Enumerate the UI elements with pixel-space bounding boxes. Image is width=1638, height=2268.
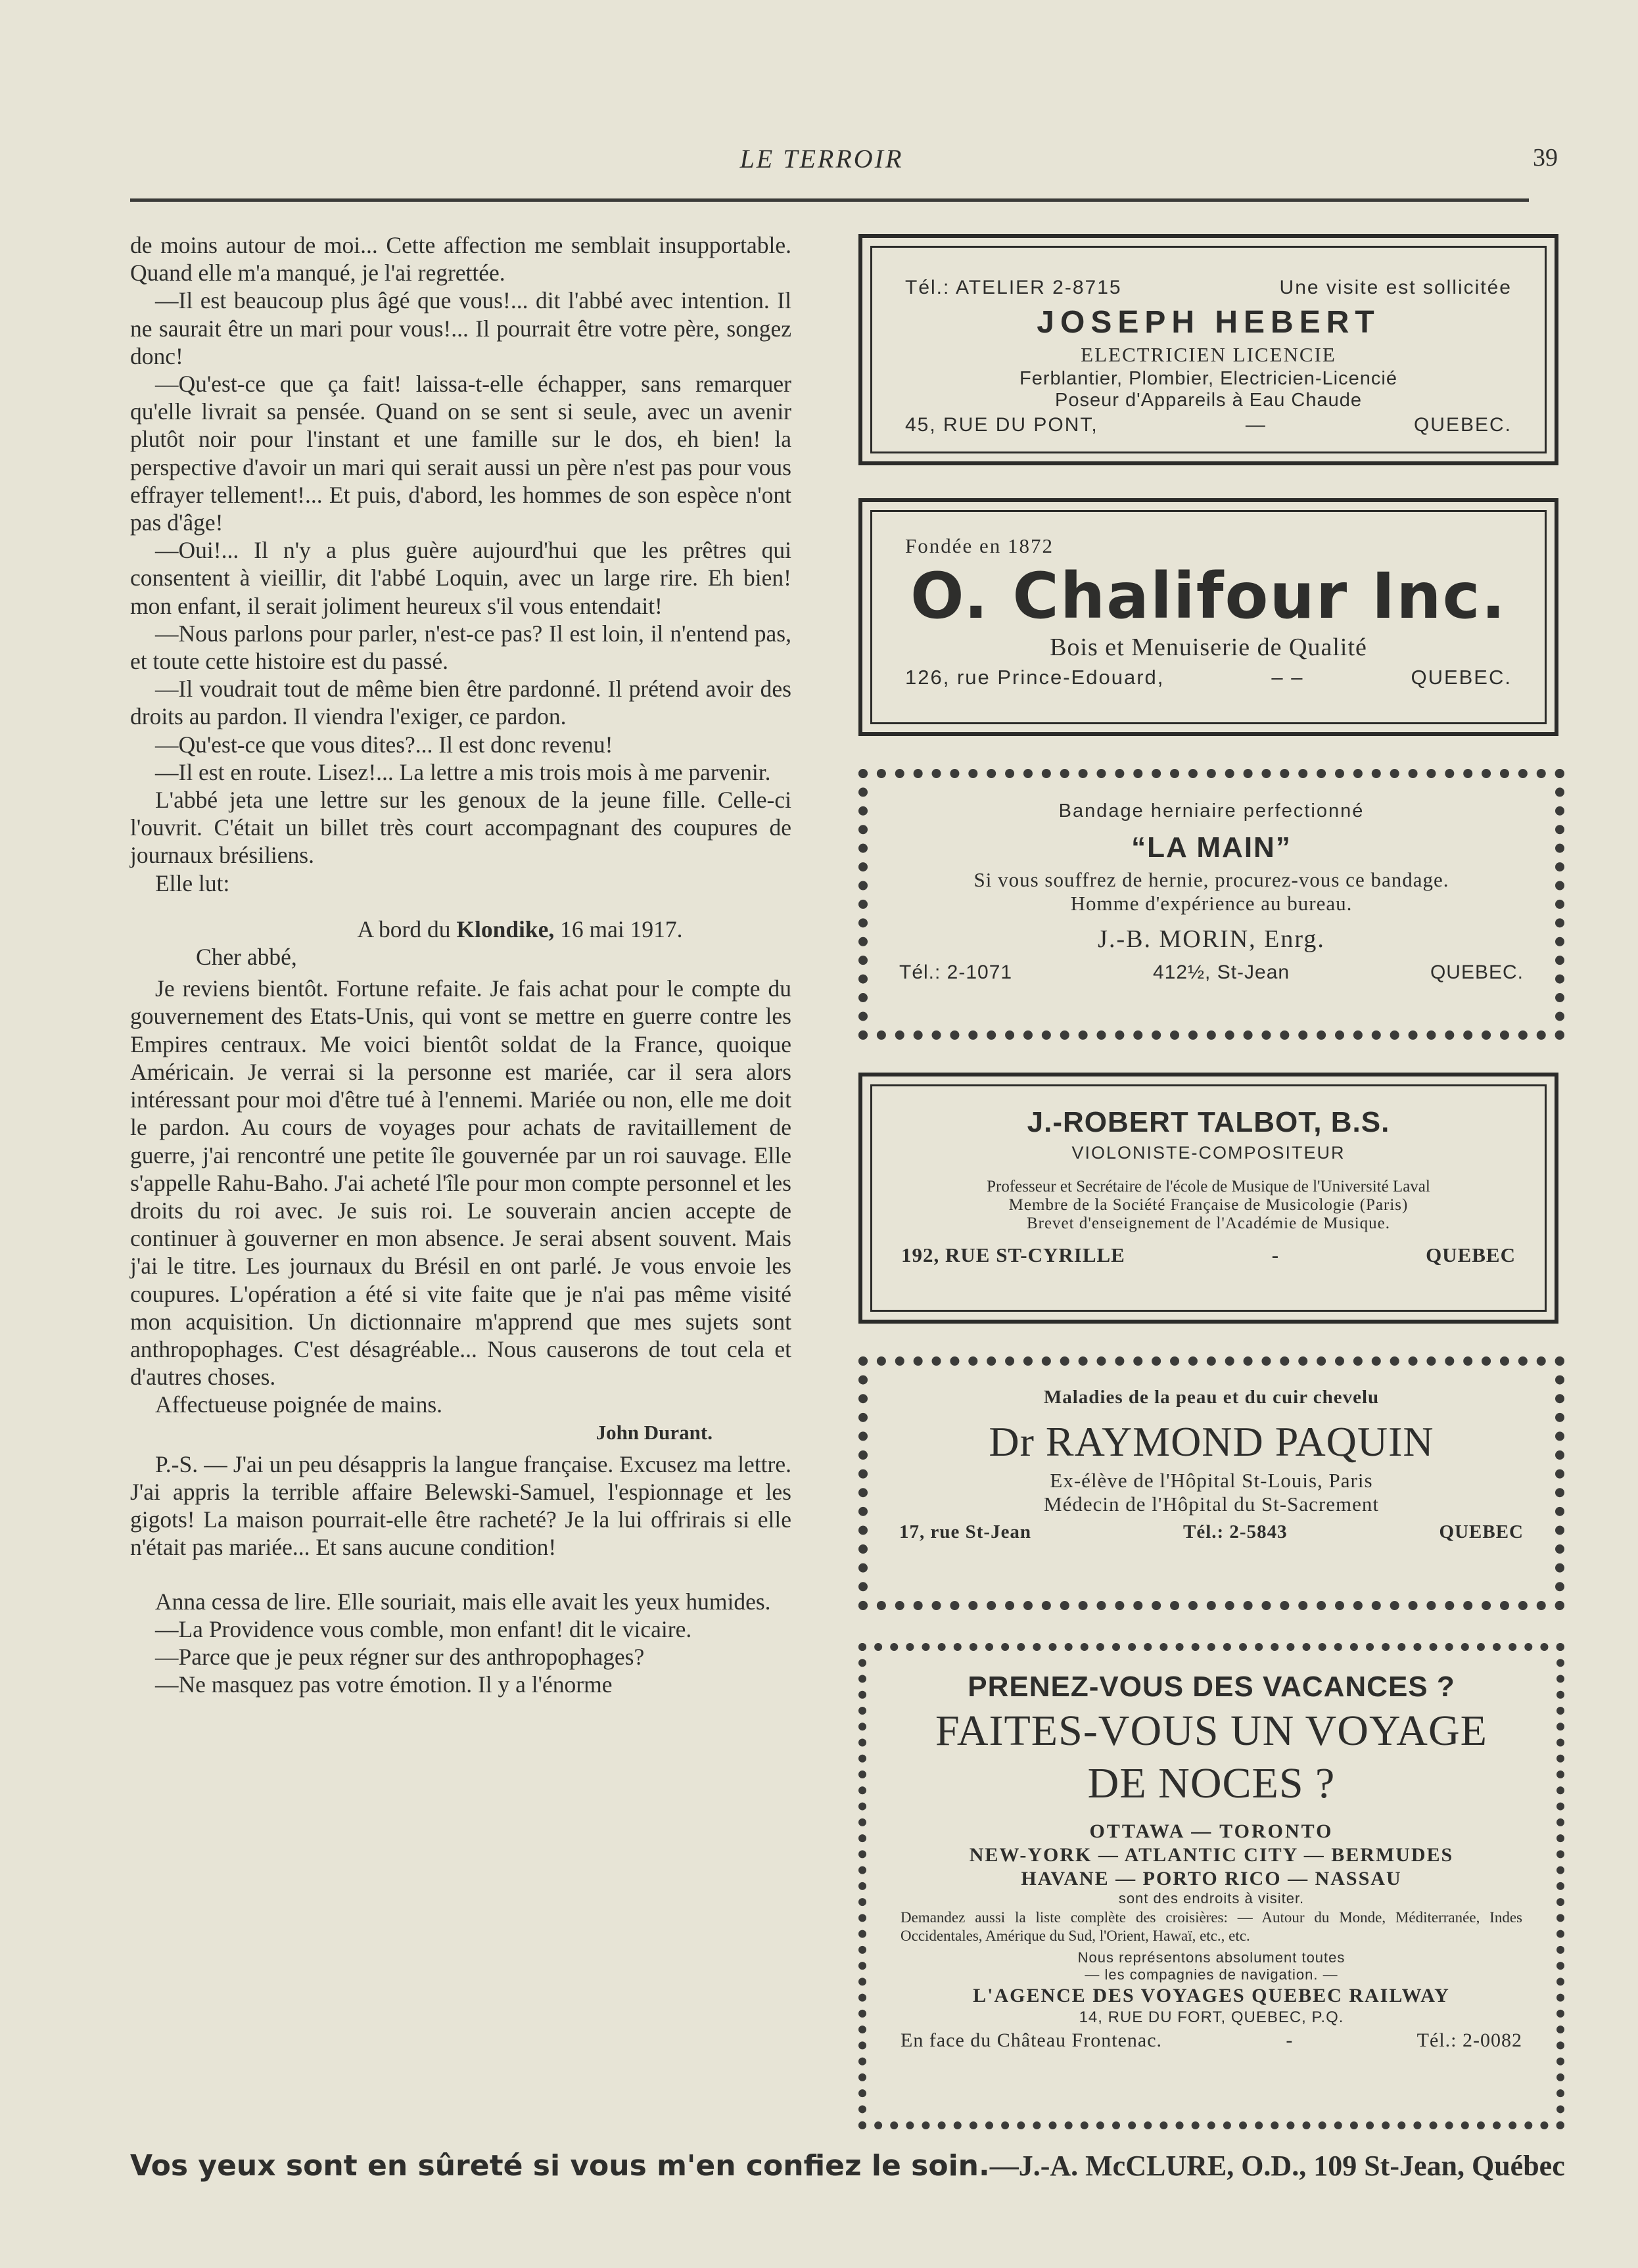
hebert-address: 45, RUE DU PONT, bbox=[905, 414, 1098, 436]
ad-la-main bbox=[858, 769, 1564, 1040]
paquin-name: Dr RAYMOND PAQUIN bbox=[989, 1418, 1434, 1465]
voyage-dest3: HAVANE — PORTO RICO — NASSAU bbox=[1021, 1868, 1402, 1889]
paquin-city: QUEBEC bbox=[1439, 1521, 1524, 1542]
hebert-title: ELECTRICIEN LICENCIE bbox=[1081, 343, 1336, 366]
chalifour-city: QUEBEC. bbox=[1411, 666, 1512, 689]
paquin-address: 17, rue St-Jean bbox=[899, 1521, 1032, 1542]
hebert-line2: Poseur d'Appareils à Eau Chaude bbox=[1055, 390, 1362, 411]
footer-text-serif: —J.-A. McCLURE, O.D., 109 St-Jean, Québec bbox=[989, 2150, 1565, 2182]
article-paragraph: —Il voudrait tout de même bien être pardonné. Il prétend avoir des droits au pardon. Il viendra l'exiger, ce pardon. bbox=[130, 676, 791, 730]
ad-chalifour bbox=[858, 498, 1558, 736]
paquin-line1: Maladies de la peau et du cuir chevelu bbox=[1043, 1387, 1380, 1408]
running-title: LE TERROIR bbox=[739, 144, 904, 174]
hebert-dash: — bbox=[1245, 414, 1267, 436]
article-paragraph: —Il est beaucoup plus âgé que vous!... dit l'abbé avec intention. Il ne saurait être un mari pour vous!... Il pourrait être votre père, songez donc! bbox=[130, 287, 791, 369]
hebert-name: JOSEPH HEBERT bbox=[1037, 305, 1380, 340]
footer-text-sans: Vos yeux sont en sûreté si vous m'en confiez le soin. bbox=[130, 2149, 990, 2183]
talbot-line2: Membre de la Société Française de Musicologie (Paris) bbox=[1008, 1196, 1409, 1214]
lamain-name: “LA MAIN” bbox=[1131, 831, 1292, 864]
lamain-line2: Si vous souffrez de hernie, procurez-vous ce bandage. bbox=[973, 868, 1449, 891]
paquin-line3: Médecin de l'Hôpital du St-Sacrement bbox=[1044, 1493, 1379, 1516]
voyage-address: 14, RUE DU FORT, QUEBEC, P.Q. bbox=[1079, 2008, 1344, 2026]
voyage-visit: sont des endroits à visiter. bbox=[1118, 1890, 1305, 1907]
ad-agence-voyages bbox=[858, 1643, 1564, 2129]
lamain-city: QUEBEC. bbox=[1430, 961, 1524, 983]
talbot-line1: Professeur et Secrétaire de l'école de Musique de l'Université Laval bbox=[987, 1178, 1430, 1195]
ad-robert-talbot bbox=[858, 1073, 1558, 1324]
article-paragraph: —Qu'est-ce que vous dites?... Il est donc revenu! bbox=[155, 731, 613, 758]
chalifour-founded: Fondée en 1872 bbox=[905, 534, 1054, 557]
voyage-line3: DE NOCES ? bbox=[1087, 1759, 1336, 1807]
letter-ship: Klondike, bbox=[456, 915, 555, 942]
lamain-line3: Homme d'expérience au bureau. bbox=[1070, 892, 1353, 915]
lamain-line1: Bandage herniaire perfectionné bbox=[1058, 800, 1365, 822]
chalifour-tagline: Bois et Menuiserie de Qualité bbox=[1050, 634, 1367, 661]
letter-postscript: P.-S. — J'ai un peu désappris la langue française. Excusez ma lettre. J'ai appris la terrible affaire Belewski-Samuel, l'espionnage et les gigots! La maison pourrait-elle être racheté? Je la lui offrirais si elle n'était pas mariée... Et sans aucune condition! bbox=[130, 1450, 791, 1561]
after-paragraphs bbox=[130, 1588, 791, 1699]
article-paragraph: L'abbé jeta une lettre sur les genoux de la jeune fille. Celle-ci l'ouvrit. C'était un billet très court accompagnant des coupures de journaux brésiliens. bbox=[130, 787, 791, 869]
article-paragraph: —Qu'est-ce que ça fait! laissa-t-elle échapper, sans remarquer qu'elle livrait sa pensée. Quand on se sent si seule, avec un avenir plutôt noir pour l'instant et une famille sur le dos, eh bien! la perspective d'avoir un mari qui serait aussi un père n'est pas pour vous effrayer tellement!... Et puis, d'abord, les hommes de son espèce n'ont pas d'âge! bbox=[130, 371, 791, 536]
talbot-name: J.-ROBERT TALBOT, B.S. bbox=[1027, 1106, 1390, 1138]
ad-raymond-paquin bbox=[858, 1356, 1564, 1610]
letter-salutation: Cher abbé, bbox=[196, 944, 297, 971]
article-column bbox=[130, 231, 791, 1698]
article-paragraph: —Il est en route. Lisez!... La lettre a mis trois mois à me parvenir. bbox=[155, 758, 771, 785]
letter-date bbox=[130, 915, 791, 943]
letter-closing: Affectueuse poignée de mains. bbox=[155, 1391, 443, 1418]
article-paragraph: —La Providence vous comble, mon enfant! dit le vicaire. bbox=[155, 1615, 692, 1642]
talbot-dash: - bbox=[1271, 1243, 1280, 1266]
article-paragraph: —Nous parlons pour parler, n'est-ce pas? Il est loin, il n'entend pas, et toute cette histoire est du passé. bbox=[130, 620, 791, 675]
ad-joseph-hebert bbox=[858, 234, 1558, 465]
lamain-owner: J.-B. MORIN, Enrg. bbox=[1098, 925, 1325, 953]
voyage-agency: L'AGENCE DES VOYAGES QUEBEC RAILWAY bbox=[973, 1985, 1450, 2006]
voyage-dash: - bbox=[1286, 2029, 1294, 2051]
voyage-location: En face du Château Frontenac. bbox=[901, 2029, 1163, 2051]
page-number: 39 bbox=[1533, 144, 1558, 172]
talbot-city: QUEBEC bbox=[1426, 1243, 1516, 1266]
lamain-address: 412½, St-Jean bbox=[1152, 961, 1290, 983]
voyage-dest1: OTTAWA — TORONTO bbox=[1089, 1820, 1334, 1842]
header-rule bbox=[130, 198, 1529, 202]
chalifour-dash: – – bbox=[1271, 666, 1304, 689]
voyage-tel: Tél.: 2-0082 bbox=[1416, 2029, 1522, 2051]
footer-advertisement bbox=[130, 2149, 1563, 2183]
chalifour-name: O. Chalifour Inc. bbox=[910, 559, 1507, 633]
letter-signature: John Durant. bbox=[596, 1420, 713, 1444]
voyage-rep1: Nous représentons absolument toutes bbox=[1077, 1949, 1346, 1966]
talbot-line3: Brevet d'enseignement de l'Académie de Musique. bbox=[1026, 1215, 1391, 1232]
voyage-line1: PRENEZ-VOUS DES VACANCES ? bbox=[968, 1671, 1455, 1703]
article-paragraphs bbox=[130, 231, 791, 897]
voyage-list: Demandez aussi la liste complète des croisières: — Autour du Monde, Méditerranée, Indes Occidentales, Amérique du Sud, l'Orient, Hawaï, etc., etc. bbox=[901, 1909, 1522, 1944]
hebert-line1: Ferblantier, Plombier, Electricien-Licencié bbox=[1019, 368, 1397, 389]
voyage-dest2: NEW-YORK — ATLANTIC CITY — BERMUDES bbox=[969, 1844, 1454, 1866]
talbot-title: VIOLONISTE-COMPOSITEUR bbox=[1071, 1143, 1346, 1163]
article-paragraph: Anna cessa de lire. Elle souriait, mais elle avait les yeux humides. bbox=[155, 1588, 771, 1615]
paquin-line2: Ex-élève de l'Hôpital St-Louis, Paris bbox=[1050, 1469, 1373, 1492]
hebert-visit: Une visite est sollicitée bbox=[1279, 277, 1512, 298]
chalifour-address: 126, rue Prince-Edouard, bbox=[905, 666, 1165, 689]
hebert-city: QUEBEC. bbox=[1413, 414, 1512, 436]
lamain-tel: Tél.: 2-1071 bbox=[899, 961, 1013, 983]
hebert-tel: Tél.: ATELIER 2-8715 bbox=[905, 277, 1122, 298]
paquin-tel: Tél.: 2-5843 bbox=[1183, 1521, 1288, 1542]
article-paragraph: —Ne masquez pas votre émotion. Il y a l'énorme bbox=[155, 1671, 613, 1698]
voyage-rep2: — les compagnies de navigation. — bbox=[1085, 1966, 1338, 1983]
article-paragraph: Elle lut: bbox=[155, 869, 230, 896]
voyage-line2: FAITES-VOUS UN VOYAGE bbox=[935, 1707, 1487, 1755]
article-paragraph: —Parce que je peux régner sur des anthropophages? bbox=[155, 1643, 645, 1670]
letter-date-prefix: A bord du bbox=[357, 915, 457, 942]
talbot-address: 192, RUE ST-CYRILLE bbox=[901, 1243, 1125, 1266]
article-paragraph: —Oui!... Il n'y a plus guère aujourd'hui que les prêtres qui consentent à vieillir, dit l'abbé Loquin, avec un large rire. Eh bien! mon enfant, il serait joliment heureux s'il vous entendait! bbox=[130, 537, 791, 619]
letter-date-suffix: 16 mai 1917. bbox=[554, 915, 683, 942]
article-paragraph: de moins autour de moi... Cette affection me semblait insupportable. Quand elle m'a manqué, je l'ai regrettée. bbox=[130, 232, 791, 287]
letter-body: Je reviens bientôt. Fortune refaite. Je fais achat pour le compte du gouvernement des Etats-Unis, qui vont se mettre en guerre contre les Empires centraux. Me voici bientôt soldat de la France, quoique Américain. Je verrai si la personne est mariée, car il sera alors intéressant pour moi d'être tué à l'ennemi. Mariée ou non, elle me doit le pardon. Au cours de voyages pour achats de ravitaillement de guerre, j'ai rencontré une petite île gouvernée par un roi sauvage. Elle s'appelle Rahu-Baho. J'ai acheté l'île pour mon compte personnel et les droits du roi avec. Je suis roi. Le souverain ancien accepte de continuer à gouverner en mon absence. Je serai absent souvent. Mais j'ai le titre. Les journaux du Brésil en ont parlé. Je vous envoie les coupures. L'opération a été si vite faite que je n'ai pas même visité mon acquisition. Un dictionnaire m'apprend que mes sujets sont anthropophages. C'est désagréable... Nous causerons de tout cela et d'autres choses. bbox=[130, 975, 791, 1391]
